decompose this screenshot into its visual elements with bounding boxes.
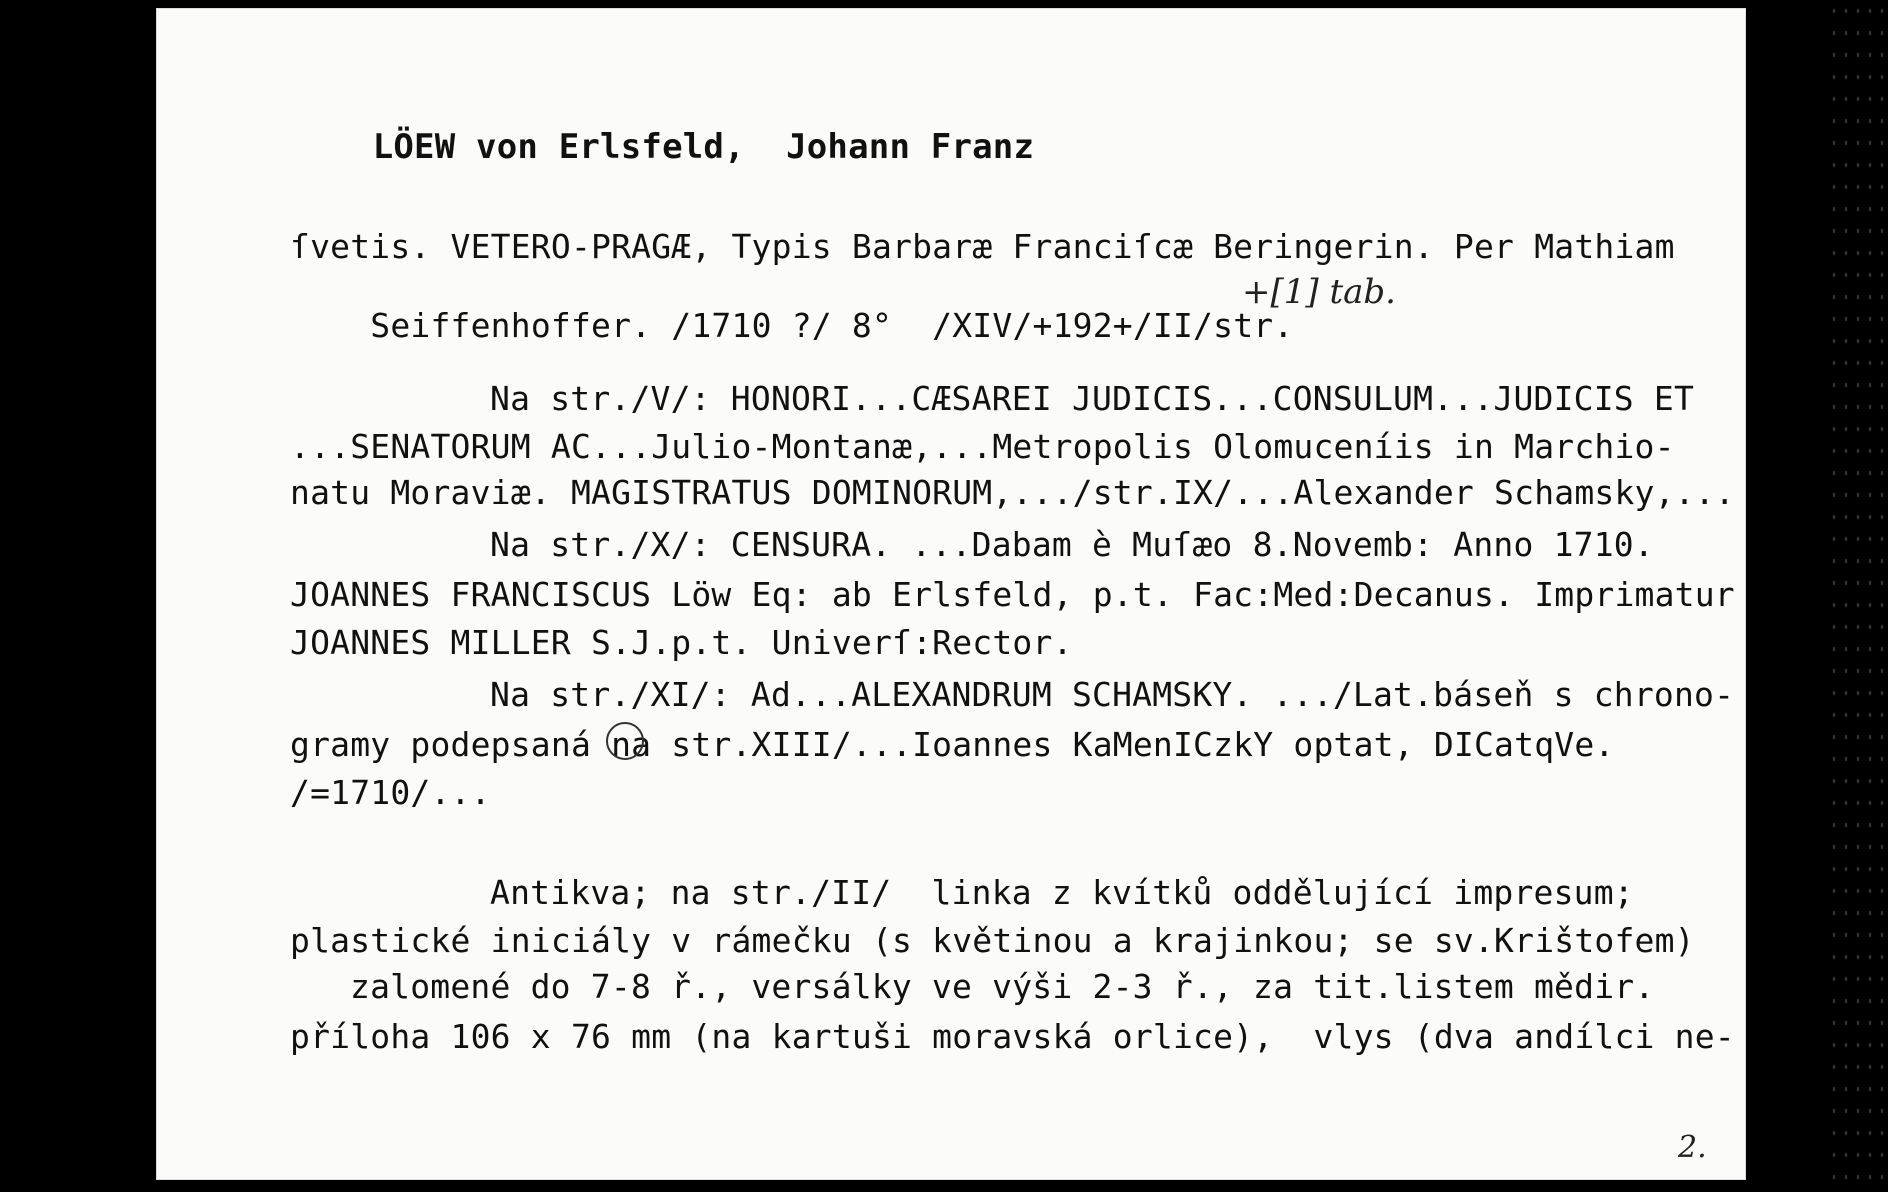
text-line-segment: Seiffenhoffer. /1710 ?/ 8° /XIV/+192+/II/str.: [370, 306, 1294, 345]
text-line: Na str./V/: HONORI...CÆSAREI JUDICIS...CONSULUM...JUDICIS ET: [490, 379, 1695, 418]
heading-given-name: Johann Franz: [786, 127, 1035, 167]
text-line: natu Moraviæ. MAGISTRATUS DOMINORUM,.../str.IX/...Alexander Schamsky,...: [290, 473, 1735, 512]
text-line: JOANNES FRANCISCUS Löw Eq: ab Erlsfeld, p.t. Fac:Med:Decanus. Imprimatur: [290, 575, 1735, 614]
text-line: /=1710/...: [290, 773, 491, 812]
card-heading: [290, 96, 1034, 198]
text-line: ...SENATORUM AC...Julio-Montanæ,...Metropolis Olomuceníis in Marchio-: [290, 427, 1675, 466]
text-line: ſvetis. VETERO-PRAGÆ, Typis Barbaræ Franciſcæ Beringerin. Per Mathiam: [290, 227, 1675, 266]
catalog-card: [156, 8, 1746, 1180]
handwritten-addition: +[1] tab.: [1242, 272, 1396, 312]
text-line: JOANNES MILLER S.J.p.t. Univerſ:Rector.: [290, 623, 1073, 662]
text-line: příloha 106 x 76 mm (na kartuši moravská orlice), vlys (dva andílci ne-: [290, 1017, 1735, 1056]
heading-surname: LÖEW von Erlsfeld,: [372, 127, 745, 167]
text-line: Antikva; na str./II/ linka z kvítků oddělující impresum;: [490, 873, 1634, 912]
handwritten-circle-mark: [606, 722, 644, 760]
text-line: Na str./X/: CENSURA. ...Dabam è Muſæo 8.Novemb: Anno 1710.: [490, 525, 1654, 564]
text-line: gramy podepsaná na str.XIII/...Ioannes KaMenICzkY optat, DICatqVe.: [290, 725, 1615, 764]
text-line: Na str./XI/: Ad...ALEXANDRUM SCHAMSKY. .../Lat.báseň s chrono-: [490, 675, 1735, 714]
text-line: plastické iniciály v rámečku (s květinou a krajinkou; se sv.Krištofem): [290, 921, 1695, 960]
page-number: 2.: [1678, 1130, 1707, 1165]
scan-edge-artifact: [1828, 0, 1888, 1192]
text-line: [290, 276, 1293, 375]
text-line: zalomené do 7-8 ř., versálky ve výši 2-3 ř., za tit.listem mědir.: [350, 967, 1655, 1006]
